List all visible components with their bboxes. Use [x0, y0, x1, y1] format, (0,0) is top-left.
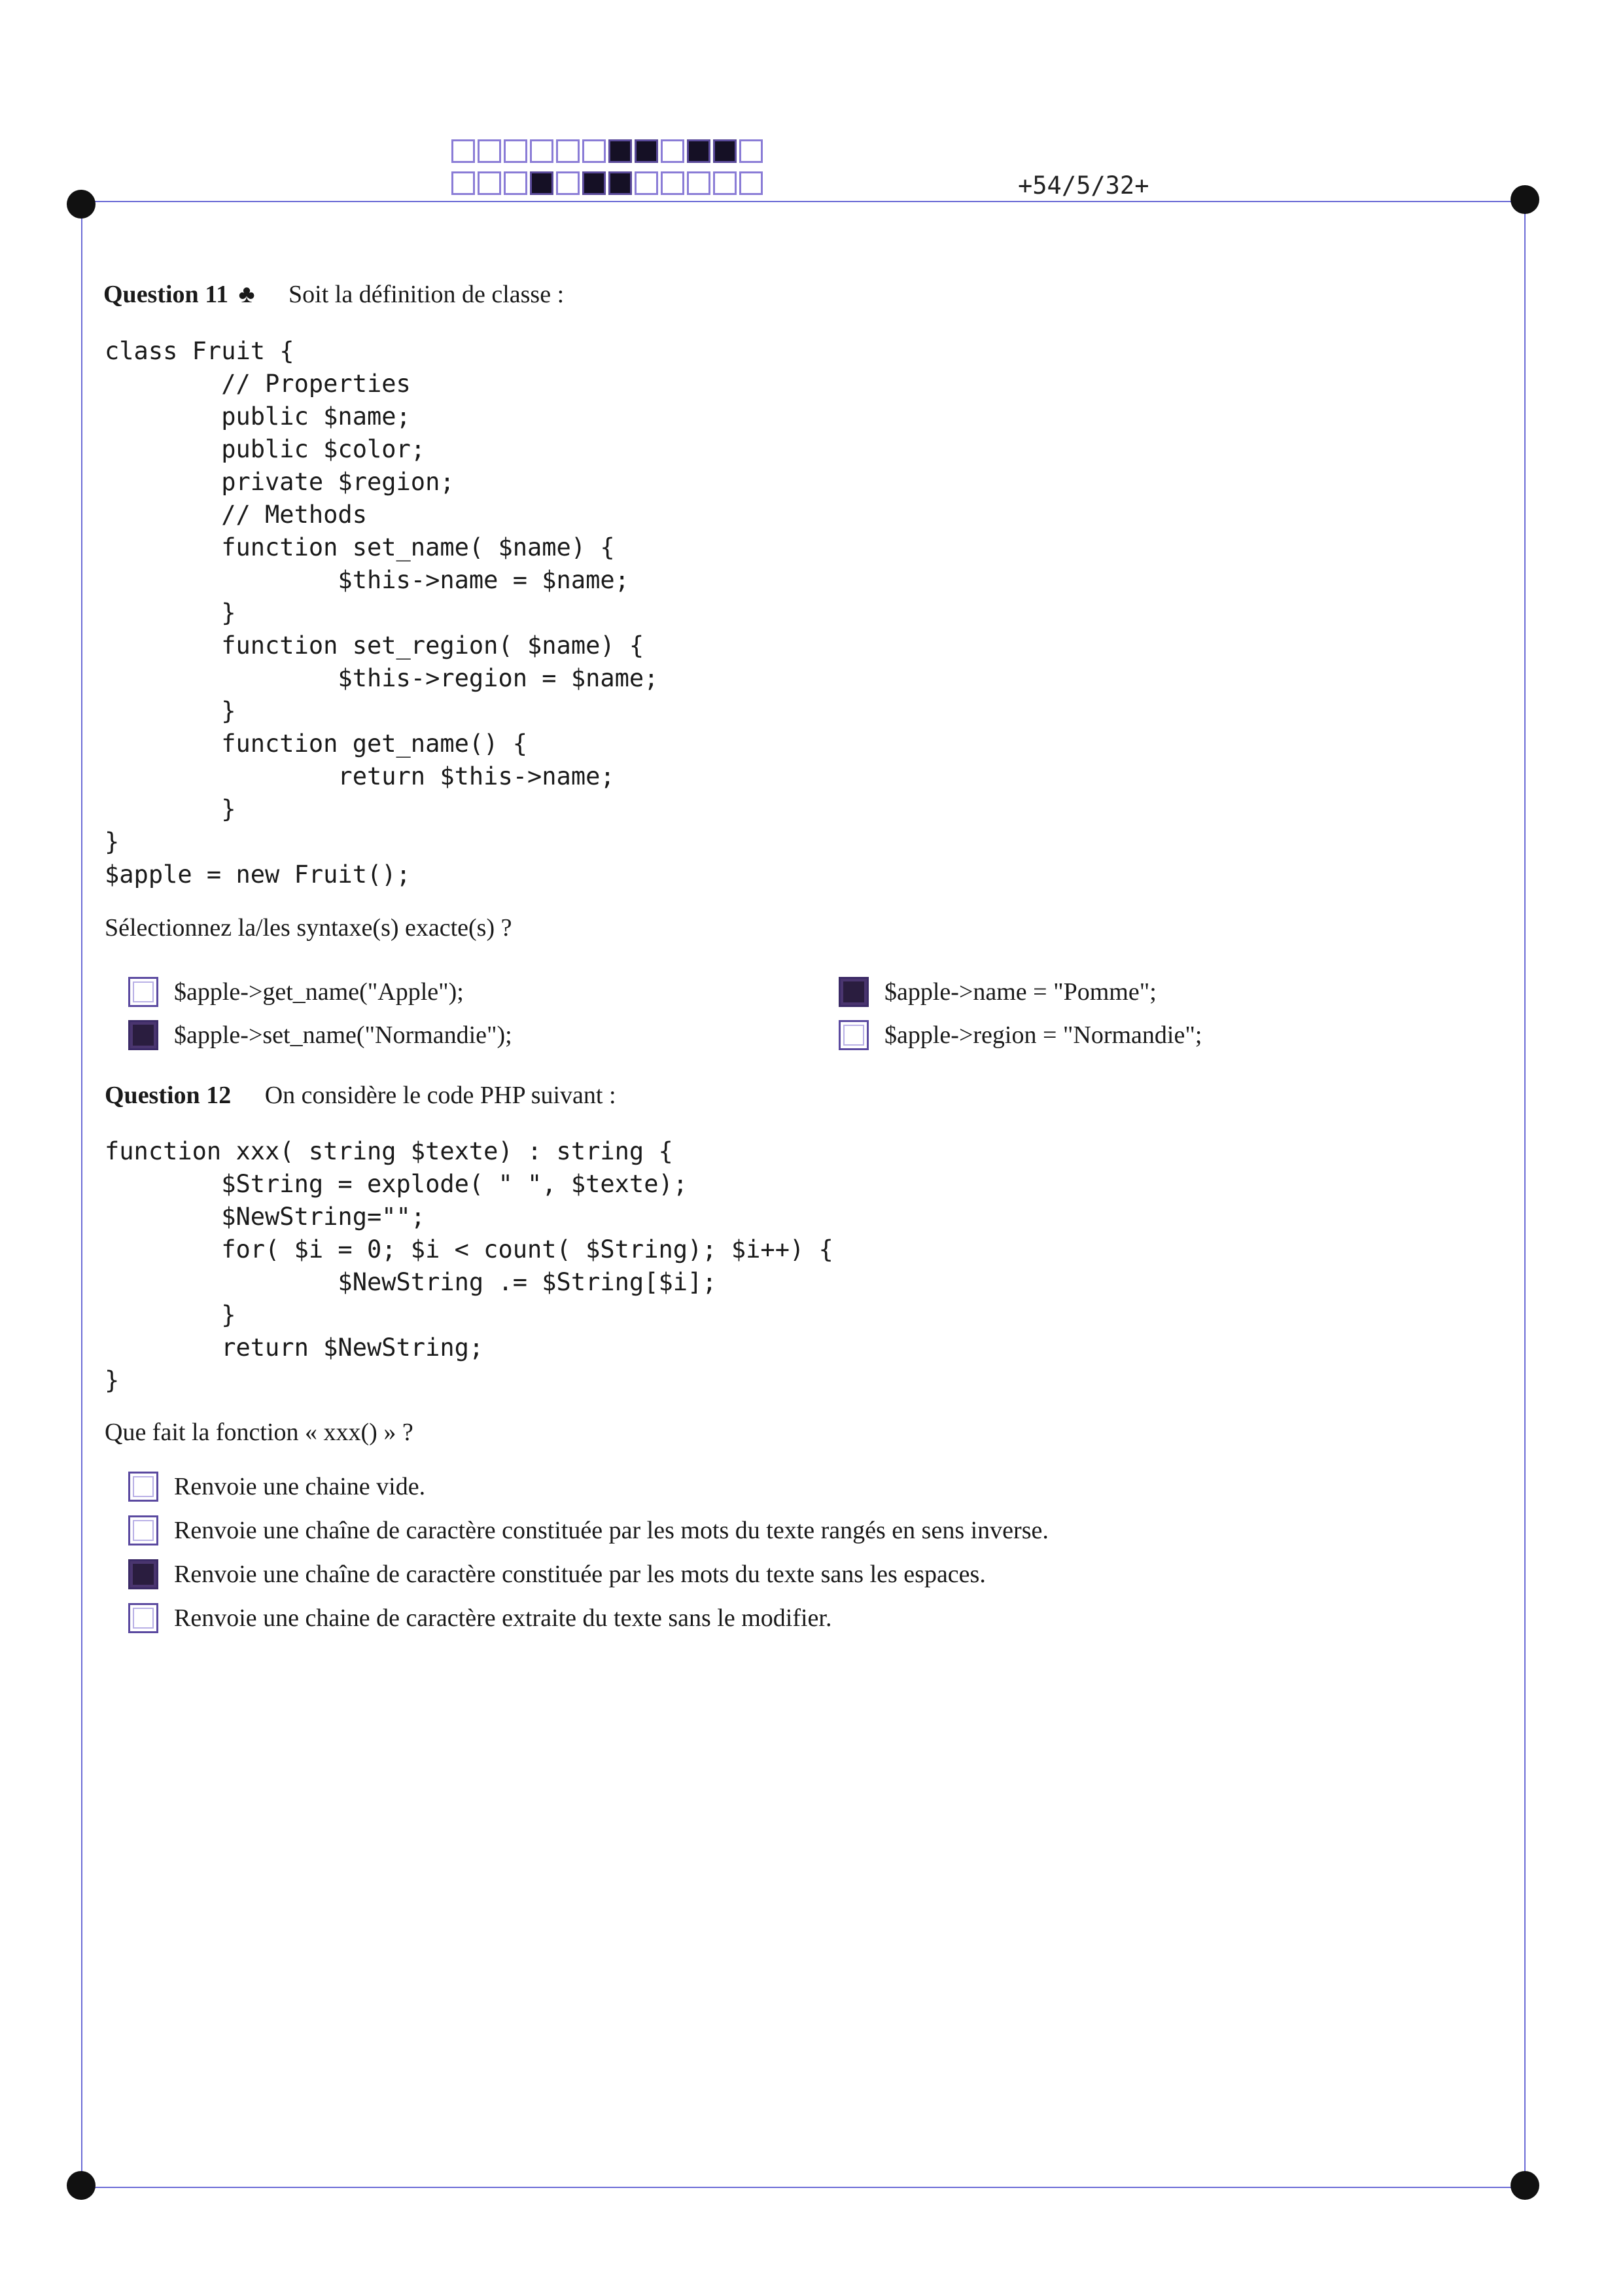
code-box-2-4	[530, 171, 553, 195]
q11-answer-1[interactable]	[128, 977, 464, 1007]
frame-top-line	[81, 201, 1526, 202]
code-box-1-5	[556, 139, 580, 163]
question-12-label: Question 12	[105, 1082, 232, 1109]
q11-answer-2-label: $apple->set_name("Normandie");	[174, 1021, 512, 1049]
question-12-text: Que fait la fonction « xxx() » ?	[105, 1419, 413, 1446]
q11-answer-3-label: $apple->name = "Pomme";	[884, 978, 1157, 1006]
question-12-prompt: On considère le code PHP suivant :	[264, 1082, 616, 1109]
q11-answer-1-checkbox[interactable]	[128, 977, 158, 1007]
q12-answer-1-label: Renvoie une chaine vide.	[174, 1473, 426, 1500]
question-11-text: Sélectionnez la/les syntaxe(s) exacte(s) ?	[105, 914, 512, 942]
code-box-2-12	[739, 171, 763, 195]
frame-right-line	[1524, 201, 1526, 2187]
q11-answer-4[interactable]	[839, 1020, 1202, 1050]
q11-answer-3-checkbox[interactable]	[839, 977, 869, 1007]
q12-answer-2-checkbox[interactable]	[128, 1515, 158, 1545]
q12-answer-4[interactable]	[128, 1603, 831, 1633]
q11-answer-2-checkbox[interactable]	[128, 1020, 158, 1050]
code-box-2-6	[582, 171, 606, 195]
code-box-1-9	[661, 139, 684, 163]
frame-left-line	[81, 201, 82, 2187]
code-box-2-11	[713, 171, 737, 195]
corner-mark-top-left	[67, 190, 96, 219]
code-box-2-3	[504, 171, 527, 195]
frame-bottom-line	[81, 2187, 1526, 2188]
binary-code-row-2	[451, 171, 765, 195]
question-12-header	[105, 1081, 616, 1110]
code-box-1-3	[504, 139, 527, 163]
q12-answer-4-checkbox[interactable]	[128, 1603, 158, 1633]
q11-answer-4-checkbox[interactable]	[839, 1020, 869, 1050]
code-box-1-2	[478, 139, 501, 163]
q11-answer-1-label: $apple->get_name("Apple");	[174, 978, 464, 1006]
question-11-prompt: Soit la définition de classe :	[288, 281, 565, 308]
code-box-1-1	[451, 139, 475, 163]
code-box-1-6	[582, 139, 606, 163]
question-11-label: Question 11	[103, 281, 229, 308]
q12-answer-3[interactable]	[128, 1559, 986, 1589]
q12-answer-2[interactable]	[128, 1515, 1049, 1545]
q11-answer-3[interactable]	[839, 977, 1157, 1007]
code-box-1-7	[608, 139, 632, 163]
binary-code-row-1	[451, 139, 765, 163]
q12-answer-3-checkbox[interactable]	[128, 1559, 158, 1589]
page-id-code: +54/5/32+	[1018, 171, 1149, 200]
code-box-1-11	[713, 139, 737, 163]
code-box-2-2	[478, 171, 501, 195]
code-box-1-4	[530, 139, 553, 163]
question-11-code: class Fruit { // Properties public $name; public $color; private $region; // Methods function set_name( $name) { $this->name = $name; } function set_region( $name) { $this->region = $name; } function get_name() { return $this->name; } } $apple = new Fruit();	[105, 337, 659, 889]
code-box-2-1	[451, 171, 475, 195]
q12-answer-1[interactable]	[128, 1472, 425, 1502]
code-box-2-7	[608, 171, 632, 195]
code-box-2-5	[556, 171, 580, 195]
code-box-2-8	[635, 171, 658, 195]
question-11-header	[103, 280, 564, 309]
q11-answer-4-label: $apple->region = "Normandie";	[884, 1021, 1202, 1049]
code-box-1-10	[687, 139, 710, 163]
corner-mark-bottom-right	[1511, 2171, 1539, 2200]
q11-answer-2[interactable]	[128, 1020, 512, 1050]
code-box-2-10	[687, 171, 710, 195]
club-icon: ♣	[238, 281, 255, 308]
q12-answer-2-label: Renvoie une chaîne de caractère constituée par les mots du texte rangés en sens inverse.	[174, 1517, 1049, 1544]
question-12-code: function xxx( string $texte) : string { $String = explode( " ", $texte); $NewString=""; for( $i = 0; $i < count( $String); $i++) { $NewString .= $String[$i]; } return $NewString; }	[105, 1137, 833, 1394]
corner-mark-bottom-left	[67, 2171, 96, 2200]
corner-mark-top-right	[1511, 185, 1539, 214]
q12-answer-3-label: Renvoie une chaîne de caractère constituée par les mots du texte sans les espaces.	[174, 1561, 986, 1588]
q12-answer-4-label: Renvoie une chaine de caractère extraite du texte sans le modifier.	[174, 1604, 832, 1632]
code-box-1-12	[739, 139, 763, 163]
code-box-2-9	[661, 171, 684, 195]
q12-answer-1-checkbox[interactable]	[128, 1472, 158, 1502]
code-box-1-8	[635, 139, 658, 163]
